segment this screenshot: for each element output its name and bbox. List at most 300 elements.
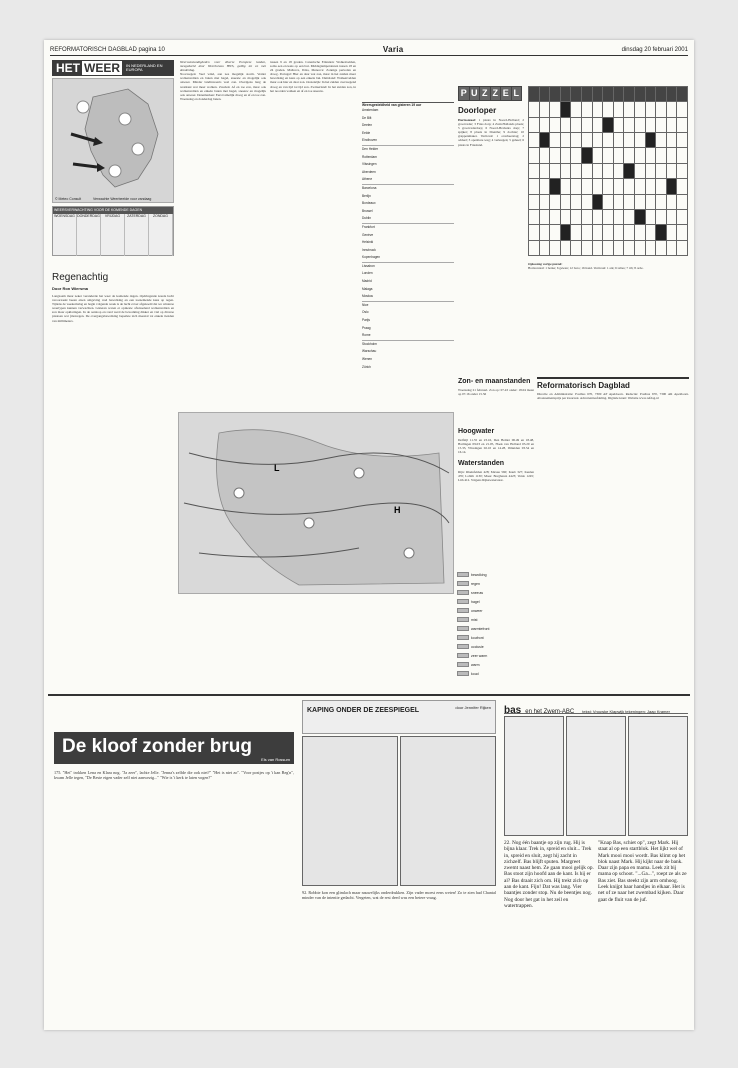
grid-cell xyxy=(581,87,592,102)
city-name: Bordeaux xyxy=(362,201,376,206)
legend-item xyxy=(457,579,537,588)
grid-cell xyxy=(560,133,571,148)
wind-arrow-icon xyxy=(73,164,97,167)
city-name: Lissabon xyxy=(362,263,375,268)
grid-cell xyxy=(592,87,603,102)
legend-label: mist xyxy=(471,617,478,622)
grid-cell xyxy=(603,209,614,224)
sun-title: Zon- en maanstanden xyxy=(458,378,531,385)
grid-cell xyxy=(613,179,624,194)
forecast-day: WOENSDAG xyxy=(53,214,77,256)
grid-cell xyxy=(571,179,582,194)
grid-cell xyxy=(645,117,656,132)
table-row xyxy=(362,309,454,317)
grid-cell xyxy=(634,225,645,240)
cloud-icon xyxy=(132,143,144,155)
grid-cell xyxy=(624,133,635,148)
grid-cell xyxy=(634,194,645,209)
city-name: Warschau xyxy=(362,349,377,354)
table-heading: Weersgesteldheid van gisteren 19 uur xyxy=(362,103,422,107)
logo-sub: IN NEDERLAND EN EUROPA xyxy=(126,63,163,72)
grid-cell xyxy=(592,225,603,240)
weather-column-1 xyxy=(180,60,266,410)
grid-cell xyxy=(645,179,656,194)
netherlands-weather-map xyxy=(52,78,174,203)
city-name: Barcelona xyxy=(362,185,377,190)
grid-cell xyxy=(539,87,550,102)
section-title: Varia xyxy=(382,45,404,54)
grid-cell xyxy=(581,163,592,178)
date: dinsdag 20 februari 2001 xyxy=(621,46,688,53)
grid-cell xyxy=(539,240,550,255)
grid-cell xyxy=(677,102,688,117)
city-name: Oslo xyxy=(362,310,369,315)
grid-cell xyxy=(624,148,635,163)
map-note: Verwachte Weerbeelde voor vandaag xyxy=(93,197,152,201)
weather-intro: Weersomstandigheden voor diverse Europese landen, meegedeeld door Weerbureau HWS, geldig tot en met donderdag. xyxy=(180,60,266,73)
grid-cell xyxy=(656,209,667,224)
grid-cell xyxy=(656,194,667,209)
clues-heading: Horizontaal: xyxy=(458,118,476,122)
grid-cell xyxy=(645,87,656,102)
table-row xyxy=(362,200,454,208)
grid-cell xyxy=(560,240,571,255)
grid-cell xyxy=(624,209,635,224)
table-row xyxy=(362,193,454,201)
table-row xyxy=(362,169,454,177)
legend-swatch xyxy=(457,581,469,586)
legend-item xyxy=(457,588,537,597)
map-legend xyxy=(457,570,537,685)
grid-cell xyxy=(603,225,614,240)
colophon-text: Directie en Administratie: Postbus 670, 7300 AP Apeldoorn. Redactie: Postbus 670, 7300 AR Apeldoorn. Abonnementsprijs per kwartaal. Advertentieafdeling. Digitale krant: Website www.refdag.nl xyxy=(537,392,689,401)
grid-cell xyxy=(624,225,635,240)
grid-cell xyxy=(613,102,624,117)
grid-cell xyxy=(613,87,624,102)
solution-heading: Oplossing vorige puzzel: xyxy=(528,262,563,266)
grid-cell xyxy=(550,179,561,194)
table-row xyxy=(362,137,454,146)
puzzle-letter: L xyxy=(513,88,519,98)
grid-cell xyxy=(539,163,550,178)
table-row xyxy=(362,278,454,286)
grid-cell xyxy=(592,133,603,148)
grid-cell xyxy=(677,163,688,178)
weather-stats-table xyxy=(362,102,454,380)
grid-cell xyxy=(529,179,540,194)
city-name: Rome xyxy=(362,333,371,338)
forecast-day: VRIJDAG xyxy=(101,214,125,256)
legend-label: sneeuw xyxy=(471,590,484,595)
table-row xyxy=(362,232,454,240)
grid-cell xyxy=(560,117,571,132)
grid-cell xyxy=(581,209,592,224)
forecast-day: ZONDAG xyxy=(149,214,173,256)
bas-banner xyxy=(504,700,688,714)
grid-cell xyxy=(529,209,540,224)
city-name: Praag xyxy=(362,325,371,330)
grid-cell xyxy=(560,102,571,117)
grid-cell xyxy=(592,163,603,178)
puzzle-letter: U xyxy=(471,88,478,98)
city-name: Eelde xyxy=(362,130,371,135)
table-row xyxy=(362,364,454,372)
grid-cell xyxy=(571,240,582,255)
cloud-icon xyxy=(109,165,121,177)
grid-cell xyxy=(634,148,645,163)
grid-cell xyxy=(645,163,656,178)
comic-panel xyxy=(566,716,626,836)
table-row xyxy=(362,263,454,271)
grid-cell xyxy=(677,240,688,255)
grid-cell xyxy=(571,209,582,224)
city-name: Zürich xyxy=(362,364,371,369)
grid-cell xyxy=(529,102,540,117)
table-row xyxy=(362,302,454,310)
grid-cell xyxy=(666,194,677,209)
legend-item xyxy=(457,606,537,615)
grid-cell xyxy=(603,163,614,178)
grid-cell xyxy=(645,102,656,117)
grid-cell xyxy=(571,225,582,240)
grid-cell xyxy=(571,133,582,148)
water-title: Waterstanden xyxy=(458,460,505,467)
city-name: Moskou xyxy=(362,294,374,299)
tide-text: Delfzijl 11.55 en 23.16, Den Helder 06.49 en 18.48, Harlingen 09.03 en 21.05, Hoek van Holland 03.20 en 15.33, Vlissingen 02.10 en 14.28, IJmuiden 03.54 en 16.14. xyxy=(458,438,534,455)
europe-map-drawing xyxy=(179,413,453,593)
bas-panels xyxy=(504,716,688,836)
sun-icon xyxy=(404,548,414,558)
legend-item xyxy=(457,660,537,669)
grid-cell xyxy=(560,87,571,102)
comic-text: 92. Robbie kon een glimlach maar nauwelijks onderdrukken. Zijn vader moest eens weten! Zo te zien had Chantal minder van de intentie gedacht. Vergeten, wat de rest deed was een betere vraag. xyxy=(302,890,496,900)
article-title: Regenachtig xyxy=(52,272,109,283)
grid-cell xyxy=(581,179,592,194)
grid-cell xyxy=(613,194,624,209)
grid-cell xyxy=(529,240,540,255)
comic-title: KAPING ONDER DE ZEESPIEGEL xyxy=(307,707,420,714)
city-name: Dublin xyxy=(362,216,372,221)
legend-item xyxy=(457,597,537,606)
grid-cell xyxy=(613,163,624,178)
grid-cell xyxy=(645,133,656,148)
legend-item xyxy=(457,570,537,579)
grid-cell xyxy=(603,87,614,102)
table-row xyxy=(362,161,454,169)
grid-cell xyxy=(550,194,561,209)
bas-title: bas xyxy=(504,705,522,716)
map-credit: © Meteo Consult xyxy=(55,197,82,201)
grid-cell xyxy=(571,87,582,102)
legend-label: warmtefront xyxy=(471,626,490,631)
table-row xyxy=(362,185,454,193)
table-row xyxy=(362,325,454,333)
grid-cell xyxy=(666,240,677,255)
legend-item xyxy=(457,615,537,624)
table-row xyxy=(362,115,454,123)
grid-cell xyxy=(560,179,571,194)
grid-cell xyxy=(603,194,614,209)
grid-cell xyxy=(592,194,603,209)
city-name: Den Helder xyxy=(362,146,379,151)
grid-cell xyxy=(571,102,582,117)
grid-cell xyxy=(603,133,614,148)
comic-panel xyxy=(504,716,564,836)
newspaper-page xyxy=(44,40,694,1030)
forecast-title: WEERSVERWACHTING VOOR DE KOMENDE DAGEN xyxy=(53,207,173,214)
city-name: Aberdeen xyxy=(362,169,376,174)
grid-cell xyxy=(656,133,667,148)
cloud-icon xyxy=(234,488,244,498)
grid-cell xyxy=(592,102,603,117)
grid-cell xyxy=(592,209,603,224)
grid-cell xyxy=(529,148,540,163)
table-row xyxy=(362,122,454,130)
legend-label: occlusie xyxy=(471,644,484,649)
grid-cell xyxy=(529,133,540,148)
legend-label: onweer xyxy=(471,608,483,613)
puzzle-grid xyxy=(528,86,688,256)
grid-cell xyxy=(677,179,688,194)
puzzle-title: Doorloper xyxy=(458,106,497,115)
comic-panel xyxy=(302,736,398,886)
legend-item xyxy=(457,642,537,651)
weather-logo xyxy=(52,60,174,76)
grid-cell xyxy=(613,225,624,240)
grid-cell xyxy=(571,117,582,132)
legend-swatch xyxy=(457,671,469,676)
grid-cell xyxy=(550,102,561,117)
grid-cell xyxy=(624,102,635,117)
legend-label: regen xyxy=(471,581,480,586)
puzzle-logo xyxy=(458,86,522,101)
grid-cell xyxy=(677,117,688,132)
grid-cell xyxy=(666,102,677,117)
city-name: Athene xyxy=(362,177,373,182)
table-row xyxy=(362,154,454,162)
grid-cell xyxy=(529,194,540,209)
table-row xyxy=(362,146,454,154)
grid-cell xyxy=(550,133,561,148)
comic-panels xyxy=(302,736,496,886)
legend-swatch xyxy=(457,635,469,640)
legend-label: bewolking xyxy=(471,572,487,577)
grid-cell xyxy=(550,117,561,132)
sun-text: Woensdag 21 februari. Zon op: 07.43 onder: 18.04 maan op 07.16 onder 15.56 xyxy=(458,388,534,397)
grid-cell xyxy=(560,148,571,163)
legend-label: zeer warm xyxy=(471,653,488,658)
city-name: Wenen xyxy=(362,357,373,361)
city-name: Deelen xyxy=(362,123,373,128)
legend-swatch xyxy=(457,617,469,622)
grid-cell xyxy=(539,194,550,209)
grid-cell xyxy=(529,87,540,102)
city-name: Amsterdam xyxy=(362,108,379,112)
serial-author: Els van Rossum xyxy=(261,757,290,762)
article-byline: Door Ron Wiersma xyxy=(52,286,88,291)
grid-cell xyxy=(581,225,592,240)
grid-cell xyxy=(666,117,677,132)
grid-cell xyxy=(539,133,550,148)
grid-cell xyxy=(613,209,624,224)
grid-cell xyxy=(592,240,603,255)
legend-swatch xyxy=(457,572,469,577)
grid-cell xyxy=(560,163,571,178)
clues-text: 1 plaats in Noord-Holland; 2 grootvader; 3 Fries dorp; 4 Zuid-Hollands plaats; 5 grootvaderdorp; 6 Noord-Brabants dorp; 7 spijker; 8 plaats in Drenthe; 9 dochter; 10 grappenmaker. Verticaal: 1 overheerstag; 2 oddeel; 3 openbare weg; 4 verkregen; 5 geheel; 6 plaats in Friesland. xyxy=(458,118,524,147)
grid-cell xyxy=(592,179,603,194)
tide-title: Hoogwater xyxy=(458,428,495,435)
table-row xyxy=(362,215,454,224)
bas-credit: tekst: Vrouwke Klapwijk tekeningen: Jaap Kramer xyxy=(582,709,670,714)
table-row xyxy=(362,208,454,216)
grid-cell xyxy=(581,117,592,132)
puzzle-letter: P xyxy=(460,88,467,98)
table-row xyxy=(362,286,454,294)
page-header xyxy=(50,44,688,56)
legend-label: warm xyxy=(471,662,480,667)
grid-cell xyxy=(645,194,656,209)
grid-cell xyxy=(581,133,592,148)
table-row xyxy=(362,270,454,278)
grid-cell xyxy=(539,225,550,240)
grid-cell xyxy=(539,102,550,117)
grid-cell xyxy=(603,240,614,255)
puzzle-clues xyxy=(458,118,524,374)
grid-cell xyxy=(539,209,550,224)
comic-banner xyxy=(302,700,496,734)
table-row xyxy=(362,239,454,247)
grid-cell xyxy=(581,194,592,209)
grid-cell xyxy=(634,179,645,194)
grid-cell xyxy=(624,87,635,102)
grid-cell xyxy=(624,117,635,132)
legend-label: koud xyxy=(471,671,479,676)
grid-cell xyxy=(677,87,688,102)
grid-cell xyxy=(560,225,571,240)
city-name: Stockholm xyxy=(362,341,377,346)
grid-cell xyxy=(603,148,614,163)
grid-cell xyxy=(592,148,603,163)
legend-item xyxy=(457,633,537,642)
legend-label: hagel xyxy=(471,599,480,604)
grid-cell xyxy=(656,148,667,163)
grid-cell xyxy=(603,102,614,117)
grid-cell xyxy=(677,133,688,148)
city-name: Nice xyxy=(362,302,369,307)
city-name: Innsbruck xyxy=(362,247,376,252)
grid-cell xyxy=(560,209,571,224)
paper-name: REFORMATORISCH DAGBLAD pagina 10 xyxy=(50,46,165,53)
puzzle-letter: Z xyxy=(482,88,488,98)
high-pressure-marker: H xyxy=(394,505,401,515)
grid-cell xyxy=(656,117,667,132)
city-name: Genève xyxy=(362,232,374,237)
grid-cell xyxy=(645,240,656,255)
table-row xyxy=(362,293,454,302)
legend-swatch xyxy=(457,662,469,667)
grid-cell xyxy=(603,179,614,194)
city-name: De Bilt xyxy=(362,115,372,120)
grid-cell xyxy=(613,133,624,148)
grid-cell xyxy=(666,87,677,102)
legend-item xyxy=(457,669,537,678)
city-name: Madrid xyxy=(362,279,372,284)
grid-cell xyxy=(666,179,677,194)
grid-cell xyxy=(550,240,561,255)
serial-text: 175. "Het" trokken Lena en Klara nog. "Ja zeer", lachte Jelle. "Jenna's zelfde die ook niet?" "Het is niet zo". "Voor postjes op 't kan Beg'n", kwam Jelle tegen, "De Beste eigen vader zelf niet aanwezig..." "Wie is 't kerk te laten vogen?" xyxy=(54,770,294,780)
grid-cell xyxy=(613,117,624,132)
grid-cell xyxy=(571,194,582,209)
puzzle-letter: E xyxy=(502,88,509,98)
city-name: Eindhoven xyxy=(362,138,378,143)
comic-panel xyxy=(400,736,496,886)
grid-cell xyxy=(677,148,688,163)
legend-swatch xyxy=(457,590,469,595)
cloud-icon xyxy=(354,468,364,478)
legend-item xyxy=(457,651,537,660)
grid-cell xyxy=(645,148,656,163)
legend-swatch xyxy=(457,653,469,658)
grid-cell xyxy=(634,87,645,102)
table-row xyxy=(362,107,454,115)
grid-cell xyxy=(529,163,540,178)
grid-cell xyxy=(656,179,667,194)
table-row xyxy=(362,176,454,185)
grid-cell xyxy=(539,117,550,132)
grid-cell xyxy=(571,163,582,178)
bas-subtitle: en het Zwem-ABC xyxy=(525,709,575,715)
table-row xyxy=(362,247,454,255)
grid-cell xyxy=(666,225,677,240)
grid-cell xyxy=(571,148,582,163)
puzzle-letter: Z xyxy=(492,88,498,98)
article-body: Langzaam maar zeker veranderde het weer de komende dagen. Opdringende koude lucht veroorzaakt beeen eisen omgeving veel bewolking en een toenemende kans op regen. Tijdens de weekomslag en begin volgende week is de lucht zover afgekoeld dat we winterse weertypen kunnen verwachten. Gisteren waren er opnieuw afwisselend wolkenvelden en zon maar opklaringen. In de aanloop en rond werd de bewolking dikker en viel op diverse plaatsen wat (motregen. De overgangsbewolking beperkte zich meestal tot enkele tienden van millimeters. xyxy=(52,294,174,323)
grid-cell xyxy=(624,179,635,194)
city-name: Helsinki xyxy=(362,240,374,245)
grid-cell xyxy=(603,117,614,132)
grid-cell xyxy=(550,148,561,163)
grid-cell xyxy=(634,102,645,117)
grid-cell xyxy=(656,225,667,240)
grid-cell xyxy=(539,148,550,163)
bas-verse-right: "Knap Bas, schiet op", zegt Mark. Hij staat al op een startblok. Het lijkt wel of Mark mooi mooi wordt. Bas klimt op het blok naast Mark. Hij kijkt naar de bank. Daar zijn papa en mama. Leek zit bij mama op schoot. "...Ga...", roept ze als ze Bas ziet. Bas steekt zijn arm omhoog. Leek knijpt haar handjes in elkaar. Het is net of ze naar het zwembad kijken. Daar gaat de fluit van de juf. xyxy=(598,840,687,903)
city-name: Vlissingen xyxy=(362,162,377,167)
city-name: Malaga xyxy=(362,286,373,291)
grid-cell xyxy=(581,148,592,163)
legend-item xyxy=(457,624,537,633)
grid-cell xyxy=(624,240,635,255)
grid-cell xyxy=(613,148,624,163)
grid-cell xyxy=(550,163,561,178)
city-name: Berlijn xyxy=(362,193,371,198)
grid-cell xyxy=(656,163,667,178)
logo-weer: WEER xyxy=(84,61,120,75)
serial-banner xyxy=(54,732,294,764)
netherlands-outline xyxy=(53,79,173,202)
forecast-day: DONDERDAG xyxy=(77,214,101,256)
grid-cell xyxy=(677,194,688,209)
grid-cell xyxy=(529,117,540,132)
weather-text-2: tussen 9 en 18 graden. Canarische Eilanden: Wolkenvelden, soms een en kans op een bui. Middagtemperaturen tussen 18 en 24 graden. Mallorca, Ibiza, Menorca: Zonnige perioden en droog. Portugal: Hier en daar wat zon, maar in het zuiden meer bewolking en kans op een enkele bui. Duitsland: Wolkenvelden maar ook hier en daar zon. Oostenrijk: In het zuiden overwegend droog en van tijd tot tijd zon. Zwitserland: In het zuiden zon, in het noorden wolken en af en toe sneeuw. xyxy=(270,60,356,93)
comic-panel xyxy=(628,716,688,836)
weather-text-1: Noorwegen: Veel wind, aan zee mogelijk storm. Verder wolkenvelden en buien met hagel, sneeuw en mogelijk ook onweer. Minder landinwaarts veel zon. Overigens lang de westkust wat meer wolken. Zweden: Af en toe zon, maar ook wolkenvelden en enkele buien met hagel, sneeuw en mogelijk ook onweer. Denemarken: Eerst tamelijk droog en af en toe zon. Woensdag en donderdag buien. xyxy=(180,72,266,101)
grid-cell xyxy=(645,209,656,224)
grid-cell xyxy=(656,102,667,117)
grid-cell xyxy=(624,163,635,178)
table-row xyxy=(362,254,454,263)
grid-cell xyxy=(550,209,561,224)
grid-cell xyxy=(666,209,677,224)
